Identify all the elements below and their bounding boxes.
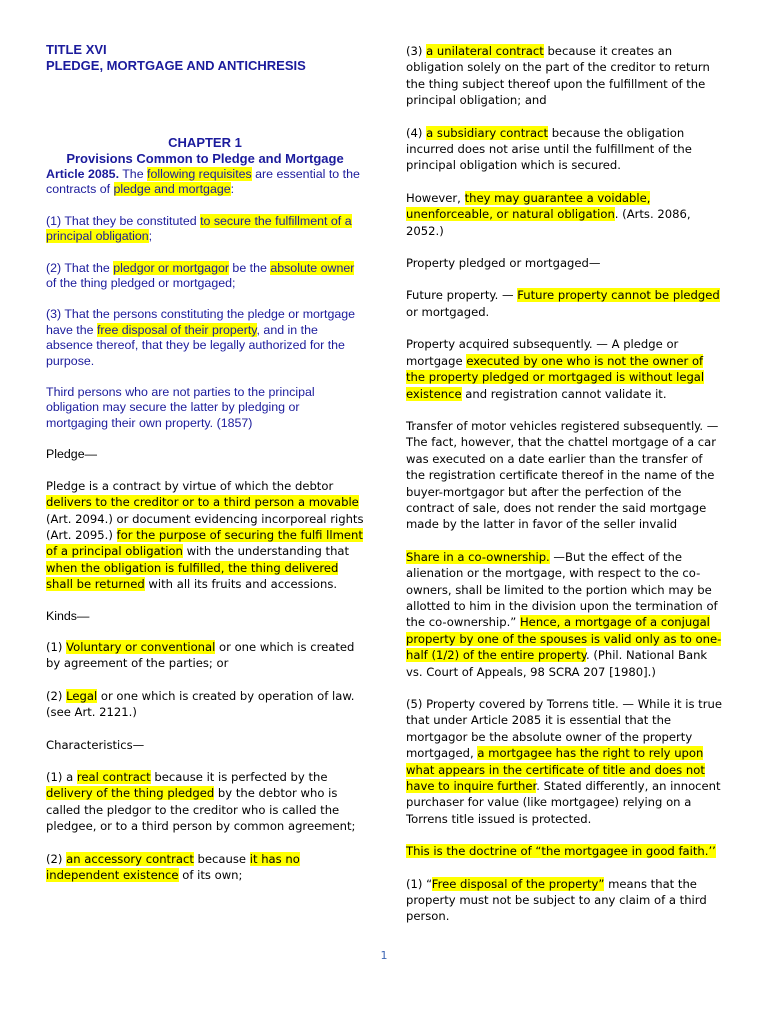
highlight: Share in a co-ownership.: [406, 549, 550, 564]
highlight: This is the doctrine of “the mortgagee in good faith.’’: [406, 844, 716, 859]
property-acquired: Property acquired subsequently. — A pledge or mortgage executed by one who is not the owner of the property pledged or mortgaged is without legal existence and registration cannot validate it.: [406, 337, 705, 401]
characteristic-2: (2) an accessory contract because it has no independent existence of its own;: [46, 851, 300, 882]
highlight: Voluntary or conventional: [66, 639, 216, 654]
highlight: they may guarantee a voidable, unenforceable, or natural obligation: [406, 190, 651, 222]
chapter-heading: [46, 135, 364, 167]
left-column: [46, 42, 364, 883]
kind-1: (1) Voluntary or conventional or one which is created by agreement of the parties; or: [46, 639, 355, 671]
kinds-heading: Kinds—: [46, 608, 90, 623]
mortgagee-good-faith: [406, 843, 724, 859]
highlight: for the purpose of securing the fulfi llment of a principal obligation: [46, 527, 363, 559]
highlight: when the obligation is fulfilled, the thing delivered shall be returned: [46, 560, 339, 592]
requisite-2: (2) That the pledgor or mortgagor be the absolute owner of the thing pledged or mortgaged;: [46, 260, 355, 291]
future-property: Future property. — Future property cannot be pledged or mortgaged.: [406, 288, 720, 319]
characteristics-heading: Characteristics—: [46, 737, 145, 752]
free-disposal-definition: (1) “Free disposal of the property” means that the property must not be subject to any claim of a third person.: [406, 876, 707, 924]
highlight: delivers to the creditor or to a third person a movable: [46, 495, 359, 510]
torrens-title: (5) Property covered by Torrens title. — While it is true that under Article 2085 it is essential that the mortgagor be the absolute owner of the property mortgaged, a mortgagee has the right to rely upon what appears in the certificate of title and does not have to inquire further. Stated differently, an innocent purchaser for value (like mortgagee) relying on a Torrens title issued is protected.: [406, 697, 722, 826]
requisite-1: (1) That they be constituted to secure the fulfillment of a principal obligation;: [46, 213, 352, 244]
characteristic-1: (1) a real contract because it is perfected by the delivery of the thing pledged by the debtor who is called the pledgor to the creditor who is called the pledgee, or to a third person by common agreement;: [46, 769, 356, 834]
article-2085: Article 2085. The following requisites are essential to the contracts of pledge and mortgage:: [46, 167, 360, 197]
characteristic-3: (3) a unilateral contract because it creates an obligation solely on the part of the creditor to return the thing subject thereof upon the fulfillment of the principal obligation; and: [406, 44, 710, 108]
chapter-title: Provisions Common to Pledge and Mortgage: [66, 151, 344, 166]
highlight: an accessory contract: [66, 851, 194, 866]
motor-vehicle-transfer: Transfer of motor vehicles registered subsequently. — The fact, however, that the chattel mortgage of a car was executed on a date earlier than the transfer of the registration certificate thereof in the name of the buyer-mortgagor but after the perfection of the contract of sale, does not render the said mortgage made by the latter in favor of the seller invalid: [406, 418, 719, 532]
highlight: Legal: [66, 688, 98, 703]
highlight: a unilateral contract: [426, 44, 544, 58]
highlight: real contract: [76, 769, 151, 784]
highlight: Future property cannot be pledged: [517, 288, 720, 303]
highlight: following requisites: [147, 167, 252, 181]
chapter-number: CHAPTER 1: [168, 135, 242, 150]
title-number: TITLE XVI: [46, 42, 107, 57]
pledge-definition: Pledge is a contract by virtue of which the debtor delivers to the creditor or to a third person a movable (Art. 2094.) or document evidencing incorporeal rights (Art. 2095.) for the purpose of securing the fulfi llment of a principal obligation with the understanding that when the obligation is fulfilled, the thing delivered shall be returned with all its fruits and accessions.: [46, 478, 364, 592]
highlight: it has no independent existence: [46, 851, 300, 882]
highlight: a subsidiary contract: [426, 125, 549, 140]
requisite-3: (3) That the persons constituting the pledge or mortgage have the free disposal of their property, and in the absence thereof, that they be legally authorized for the purpose.: [46, 307, 356, 368]
highlight: free disposal of their property: [96, 322, 257, 337]
highlight: Hence, a mortgage of a conjugal property by one of the spouses is valid only as to one-half (1/2) of the entire property: [406, 615, 722, 663]
share-co-ownership: Share in a co-ownership. —But the effect of the alienation or the mortgage, with respect to the co-owners, shall be limited to the portion which may be allotted to him in the division upon the termination of the co-ownership.” Hence, a mortgage of a conjugal property by one of the spouses is valid only as to one-half (1/2) of the entire property. (Phil. National Bank vs. Court of Appeals, 98 SCRA 207 [1980].): [406, 549, 722, 679]
right-column: [406, 43, 724, 925]
highlight: absolute owner: [270, 260, 355, 275]
characteristic-4: (4) a subsidiary contract because the obligation incurred does not arise until the fulfillment of the principal obligation which is secured.: [406, 125, 692, 173]
title-name: PLEDGE, MORTGAGE AND ANTICHRESIS: [46, 57, 306, 73]
highlight: to secure the fulfillment of a principal obligation: [46, 213, 352, 244]
highlight: Free disposal of the property”: [431, 876, 605, 891]
highlight: pledgor or mortgagor: [113, 260, 229, 275]
highlight: delivery of the thing pledged: [46, 786, 215, 801]
pledge-heading: Pledge—: [46, 447, 97, 462]
third-persons-paragraph: Third persons who are not parties to the principal obligation may secure the latter by pledging or mortgaging their own property. (1857): [46, 385, 315, 430]
title-block: [46, 42, 364, 73]
highlight: executed by one who is not the owner of the property pledged or mortgaged is without legal existence: [406, 353, 705, 401]
kind-2: (2) Legal or one which is created by operation of law. (see Art. 2121.): [46, 688, 355, 720]
property-heading: Property pledged or mortgaged—: [406, 256, 601, 271]
article-label: Article 2085.: [46, 167, 120, 181]
highlight: a mortgagee has the right to rely upon what appears in the certificate of title and does not have to inquire further: [406, 746, 705, 794]
however-paragraph: However, they may guarantee a voidable, unenforceable, or natural obligation. (Arts. 2086, 2052.): [406, 190, 691, 238]
page-number: 1: [380, 949, 388, 962]
highlight: pledge and mortgage: [113, 182, 231, 197]
